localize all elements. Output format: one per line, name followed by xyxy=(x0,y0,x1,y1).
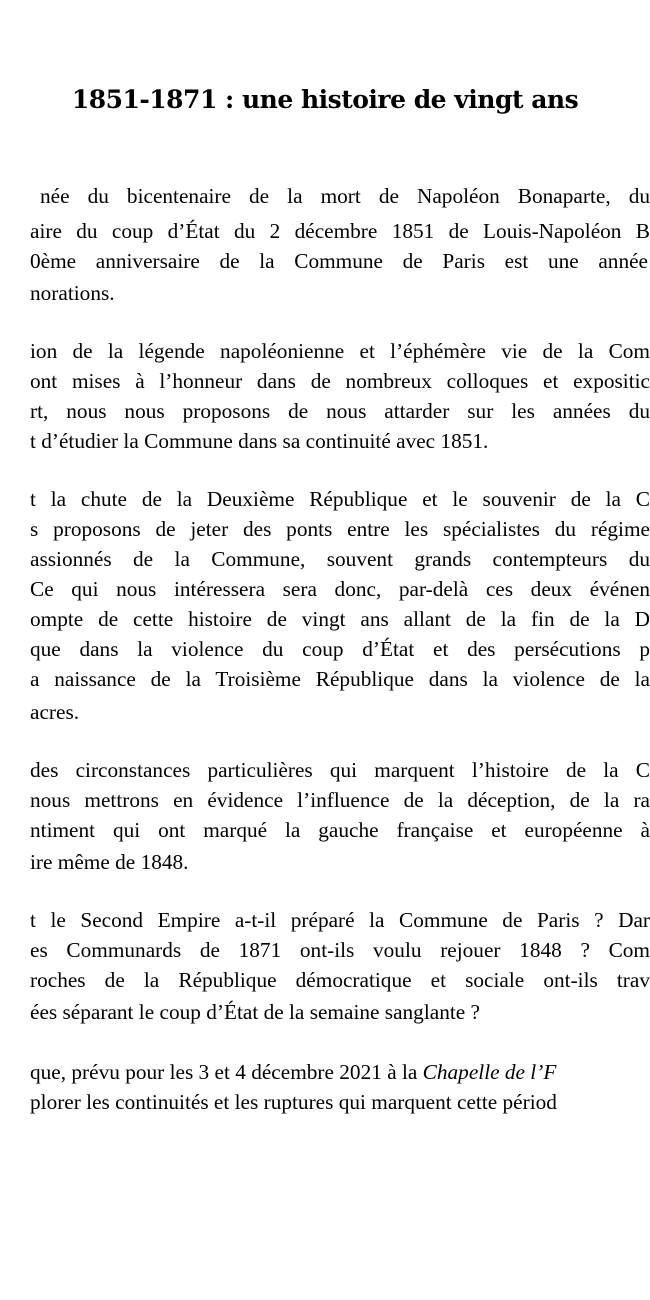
p6-line-2: plorer les continuités et les ruptures qui marquent cette périod xyxy=(30,1090,557,1114)
p3-line-2: s proposons de jeter des ponts entre les spécialistes du régime xyxy=(30,517,650,541)
p6-line-1 xyxy=(30,1062,556,1083)
p3-line-1: t la chute de la Deuxième République et le souvenir de la C xyxy=(30,487,650,511)
p3-line-7: a naissance de la Troisième République dans la violence de la xyxy=(30,667,650,691)
p3-line-6: que dans la violence du coup d’État et des persécutions p xyxy=(30,637,650,661)
p4-line-3: ntiment qui ont marqué la gauche française et européenne à xyxy=(30,818,650,842)
p2-line-2: ont mises à l’honneur dans de nombreux colloques et expositic xyxy=(30,369,650,393)
p5-line-2: es Communards de 1871 ont-ils voulu rejouer 1848 ? Com xyxy=(30,938,650,962)
p3-line-4: Ce qui nous intéressera sera donc, par-delà ces deux événen xyxy=(30,577,650,601)
p5-line-1: t le Second Empire a-t-il préparé la Commune de Paris ? Dar xyxy=(30,908,650,932)
p4-line-4: ire même de 1848. xyxy=(30,850,189,874)
p3-line-5: ompte de cette histoire de vingt ans allant de la fin de la D xyxy=(30,607,650,631)
p3-line-8: acres. xyxy=(30,700,80,724)
p3-line-3: assionnés de la Commune, souvent grands contempteurs du xyxy=(30,547,650,571)
venue-name: Chapelle de l’F xyxy=(422,1060,557,1084)
p2-line-4: t d’étudier la Commune dans sa continuité avec 1851. xyxy=(30,429,489,453)
p1-line-3: 0ème anniversaire de la Commune de Paris est une année xyxy=(30,249,648,273)
p1-line-2: aire du coup d’État du 2 décembre 1851 de Louis-Napoléon B xyxy=(30,219,650,243)
p6-line-1-text: que, prévu pour les 3 et 4 décembre 2021 à la xyxy=(30,1060,423,1084)
p5-line-3: roches de la République démocratique et sociale ont-ils trav xyxy=(30,968,650,992)
p2-line-3: rt, nous nous proposons de nous attarder sur les années du xyxy=(30,399,650,423)
p4-line-2: nous mettrons en évidence l’influence de la déception, de la ra xyxy=(30,788,650,812)
p1-line-4: norations. xyxy=(30,281,115,305)
p5-line-4: ées séparant le coup d’État de la semaine sanglante ? xyxy=(30,1000,480,1024)
p2-line-1: ion de la légende napoléonienne et l’éphémère vie de la Com xyxy=(30,339,650,363)
p4-line-1: des circonstances particulières qui marquent l’histoire de la C xyxy=(30,758,650,782)
p1-line-1: née du bicentenaire de la mort de Napoléon Bonaparte, du xyxy=(40,184,650,208)
page-title: 1851-1871 : une histoire de vingt ans xyxy=(71,85,579,114)
